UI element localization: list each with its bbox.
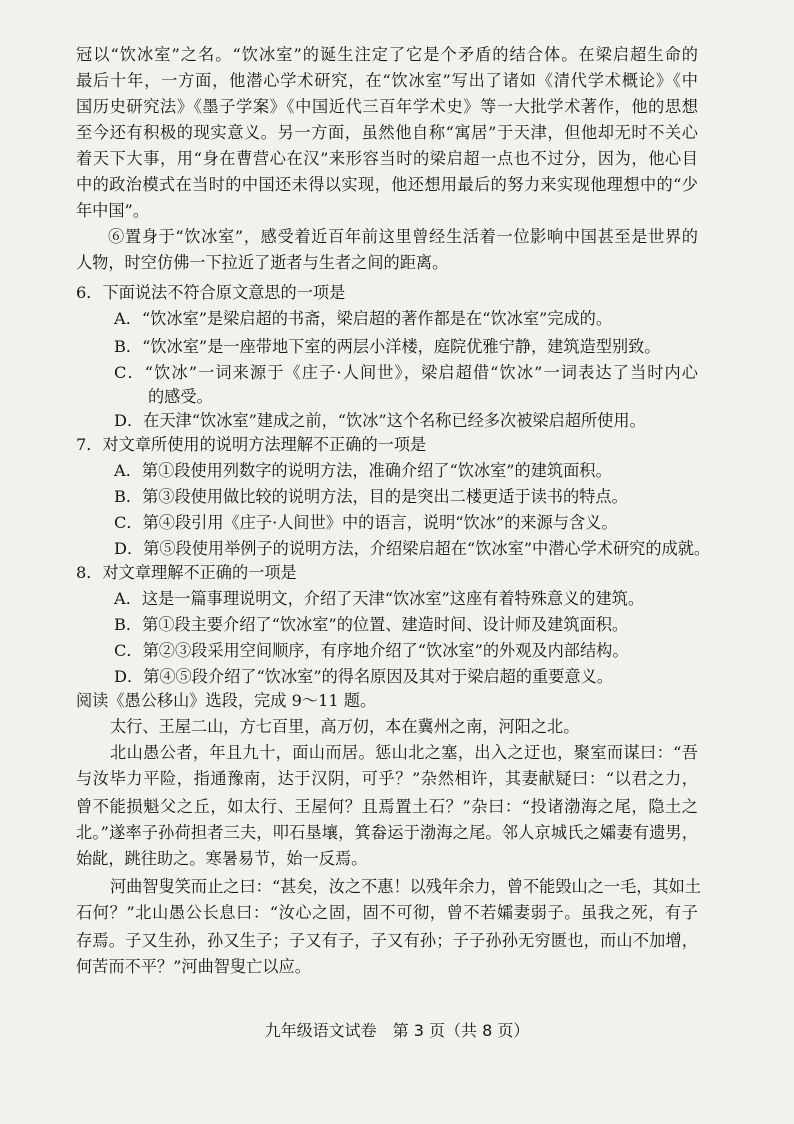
question-8-option-a: A．这是一篇事理说明文，介绍了天津“饮冰室”这座有着特殊意义的建筑。 bbox=[114, 589, 645, 608]
article-line: 国历史研究法》《墨子学案》《中国近代三百年学术史》等一大批学术著作，他的思想 bbox=[76, 97, 698, 116]
question-6-option-b: B．“饮冰室”是一座带地下室的两层小洋楼，庭院优雅宁静，建筑造型别致。 bbox=[114, 337, 661, 356]
article-line: 人物，时空仿佛一下拉近了逝者与生者之间的距离。 bbox=[76, 253, 449, 272]
article-line: 中的政治模式在当时的中国还未得以实现，他还想用最后的努力来实现他理想中的“少 bbox=[76, 175, 698, 194]
question-8-option-c: C．第②③段采用空间顺序，有序地介绍了“饮冰室”的外观及内部结构。 bbox=[114, 641, 629, 660]
article-line: 着天下大事，用“身在曹营心在汉”来形容当时的梁启超一点也不过分，因为，他心目 bbox=[76, 149, 698, 168]
reading-section-heading: 阅读《愚公移山》选段，完成 9～11 题。 bbox=[76, 691, 377, 710]
article-line: 冠以“饮冰室”之名。“饮冰室”的诞生注定了它是个矛盾的结合体。在梁启超生命的 bbox=[76, 45, 698, 64]
article-line: 至今还有积极的现实意义。另一方面，虽然他自称“寓居”于天津，但他却无时不关心 bbox=[76, 123, 698, 142]
question-7-stem: 7．对文章所使用的说明方法理解不正确的一项是 bbox=[76, 435, 427, 454]
passage-line: 曾不能损魁父之丘，如太行、王屋何？且焉置土石？”杂曰：“投诸渤海之尾，隐土之 bbox=[76, 797, 698, 816]
passage-line: 何苦而不平？”河曲智叟亡以应。 bbox=[76, 957, 311, 976]
passage-line: 存焉。子又生孙，孙又生子；子又有子，子又有孙；子子孙孙无穷匮也，而山不加增， bbox=[76, 931, 698, 950]
question-8-option-d: D．第④⑤段介绍了“饮冰室”的得名原因及其对于梁启超的重要意义。 bbox=[114, 667, 613, 686]
question-8-option-b: B．第①段主要介绍了“饮冰室”的位置、建造时间、设计师及建筑面积。 bbox=[114, 615, 629, 634]
question-7-option-c: C．第④段引用《庄子·人间世》中的语言，说明“饮冰”的来源与含义。 bbox=[114, 513, 618, 532]
passage-line: 北山愚公者，年且九十，面山而居。惩山北之塞，出入之迂也，聚室而谋曰：“吾 bbox=[110, 743, 698, 762]
passage-line: 北。”遂率子孙荷担者三夫，叩石垦壤，箕畚运于渤海之尾。邻人京城氏之孀妻有遗男， bbox=[76, 823, 698, 842]
passage-line: 始龀，跳往助之。寒暑易节，始一反焉。 bbox=[76, 849, 368, 868]
article-line: 年中国”。 bbox=[76, 201, 150, 220]
passage-line: 太行、王屋二山，方七百里，高万仞，本在冀州之南，河阳之北。 bbox=[110, 717, 580, 736]
question-6-option-c: C．“饮冰”一词来源于《庄子·人间世》，梁启超借“饮冰”一词表达了当时内心 bbox=[114, 363, 698, 382]
article-paragraph-6: ⑥置身于“饮冰室”，感受着近百年前这里曾经生活着一位影响中国甚至是世界的 bbox=[108, 227, 698, 246]
passage-line: 与汝毕力平险，指通豫南，达于汉阴，可乎？”杂然相许，其妻献疑曰：“以君之力， bbox=[76, 769, 698, 788]
question-7-option-b: B．第③段使用做比较的说明方法，目的是突出二楼更适于读书的特点。 bbox=[114, 487, 628, 506]
article-line: 最后十年，一方面，他潜心学术研究，在“饮冰室”写出了诸如《清代学术概论》《中 bbox=[76, 71, 698, 90]
question-6-option-a: A．“饮冰室”是梁启超的书斋，梁启超的著作都是在“饮冰室”完成的。 bbox=[114, 309, 613, 328]
question-8-stem: 8．对文章理解不正确的一项是 bbox=[76, 563, 297, 582]
question-7-option-d: D．第⑤段使用举例子的说明方法，介绍梁启超在“饮冰室”中潜心学术研究的成就。 bbox=[114, 539, 711, 558]
question-6-option-d: D．在天津“饮冰室”建成之前，“饮冰”这个名称已经多次被梁启超所使用。 bbox=[114, 411, 646, 430]
passage-line: 石何？”北山愚公长息曰：“汝心之固，固不可彻，曾不若孀妻弱子。虽我之死，有子 bbox=[76, 903, 698, 922]
question-6-stem: 6．下面说法不符合原文意思的一项是 bbox=[76, 283, 346, 302]
question-6-option-c-cont: 的感受。 bbox=[148, 387, 213, 406]
page-footer: 九年级语文试卷 第 3 页（共 8 页） bbox=[264, 1021, 530, 1040]
question-7-option-a: A．第①段使用列数字的说明方法，准确介绍了“饮冰室”的建筑面积。 bbox=[114, 461, 612, 480]
passage-line: 河曲智叟笑而止之曰：“甚矣，汝之不惠！以残年余力，曾不能毁山之一毛，其如土 bbox=[110, 877, 702, 896]
